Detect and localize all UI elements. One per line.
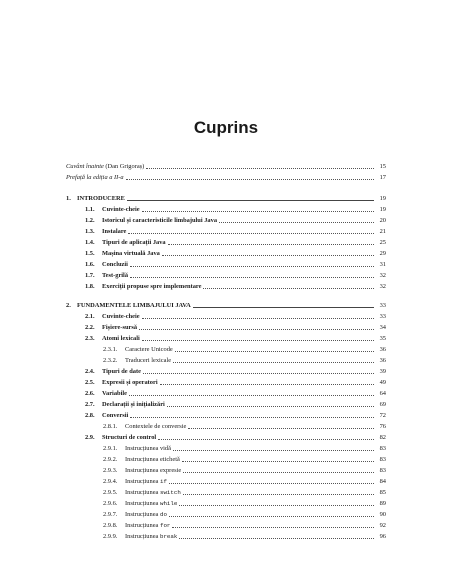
toc-leader-dots: [146, 168, 374, 169]
toc-leader-dots: [175, 351, 374, 352]
toc-entry: [66, 332, 386, 343]
toc-leader-dots: [142, 318, 374, 319]
toc-entry-number: 1.1.: [85, 206, 95, 213]
toc-entry-number: 1.4.: [85, 239, 95, 246]
toc-entry-title: Prefață la ediția a II-a: [66, 174, 124, 181]
toc-entry: [66, 214, 386, 225]
toc-leader-dots: [127, 200, 374, 201]
toc-leader-dots: [143, 373, 374, 374]
toc-leader-dots: [169, 516, 374, 517]
toc-entry-title: Fișiere-sursă: [102, 324, 138, 331]
toc-entry-number: 1.6.: [85, 261, 95, 268]
toc-leader-dots: [162, 255, 374, 256]
toc-entry-title: Instrucțiunea for: [125, 522, 171, 529]
toc-entry-title: Caractere Unicode: [125, 346, 173, 353]
toc-entry-title: Contextele de conversie: [125, 423, 187, 430]
toc-entry-code-keyword: break: [159, 533, 178, 540]
toc-entry: [66, 171, 386, 182]
toc-entry-number: 1.: [66, 195, 71, 202]
toc-entry: [66, 475, 386, 486]
toc-entry: [66, 442, 386, 453]
toc-entry-page-number: 32: [379, 272, 386, 279]
toc-entry-title: Atomi lexicali: [102, 335, 140, 342]
toc-entry-number: 2.9.1.: [103, 445, 118, 452]
toc-entry: [66, 236, 386, 247]
toc-entry-title: Exerciții propuse spre implementare: [102, 283, 202, 290]
toc-leader-dots: [183, 494, 374, 495]
toc-leader-dots: [158, 439, 374, 440]
toc-entry-number: 2.9.3.: [103, 467, 118, 474]
toc-leader-dots: [193, 307, 374, 308]
toc-entry-number: 2.3.1.: [103, 346, 118, 353]
toc-leader-dots: [142, 211, 374, 212]
toc-entry-page-number: 92: [379, 522, 386, 529]
toc-entry-title: Instrucțiunea vidă: [125, 445, 171, 452]
toc-leader-dots: [179, 538, 374, 539]
toc-entry-page-number: 84: [379, 478, 386, 485]
toc-entry-page-number: 34: [379, 324, 386, 331]
toc-entry: [66, 192, 386, 203]
toc-leader-dots: [219, 222, 374, 223]
toc-entry-page-number: 83: [379, 445, 386, 452]
toc-entry-title: Expresii și operatori: [102, 379, 158, 386]
toc-leader-dots: [173, 450, 374, 451]
toc-entry-title: Mașina virtuală Java: [102, 250, 160, 257]
toc-entry-author: (Dan Grigoraș): [103, 163, 145, 170]
toc-entry-number: 2.9.6.: [103, 500, 118, 507]
toc-entry-title: Cuvinte-cheie: [102, 206, 140, 213]
toc-entry-number: 2.3.2.: [103, 357, 118, 364]
toc-entry: [66, 486, 386, 497]
toc-entry: [66, 160, 386, 171]
toc-entry-code-keyword: do: [159, 511, 167, 518]
toc-entry-code-keyword: switch: [159, 489, 181, 496]
toc-entry: [66, 530, 386, 541]
toc-entry-title: Tipuri de date: [102, 368, 141, 375]
toc-entry: [66, 203, 386, 214]
toc-entry-title: Cuvinte-cheie: [102, 313, 140, 320]
toc-entry: [66, 508, 386, 519]
toc-entry-title: Variabile: [102, 390, 127, 397]
toc-entry-page-number: 89: [379, 500, 386, 507]
toc-entry-number: 2.6.: [85, 390, 95, 397]
toc-entry-page-number: 83: [379, 467, 386, 474]
toc-entry: [66, 280, 386, 291]
toc-entry-number: 2.9.4.: [103, 478, 118, 485]
toc-entry-number: 1.2.: [85, 217, 95, 224]
toc-entry-page-number: 33: [379, 302, 386, 309]
toc-entry: [66, 387, 386, 398]
toc-leader-dots: [168, 244, 374, 245]
toc-entry-number: 2.7.: [85, 401, 95, 408]
toc-leader-dots: [130, 277, 374, 278]
toc-entry-title: Istoricul și caracteristicile limbajului Java: [102, 217, 218, 224]
toc-entry: [66, 258, 386, 269]
toc-entry: [66, 453, 386, 464]
toc-entry-number: 2.2.: [85, 324, 95, 331]
toc-entry: [66, 497, 386, 508]
toc-entry-number: 2.5.: [85, 379, 95, 386]
toc-entry-title: Concluzii: [102, 261, 128, 268]
toc-entry-page-number: 36: [379, 357, 386, 364]
toc-entry-page-number: 15: [379, 163, 386, 170]
toc-leader-dots: [173, 362, 374, 363]
toc-entry-number: 2.8.1.: [103, 423, 118, 430]
toc-entry-title: Cuvânt înainte (Dan Grigoraș): [66, 163, 145, 170]
toc-entry-page-number: 25: [379, 239, 386, 246]
toc-entry-code-keyword: while: [159, 500, 178, 507]
toc-entry-title: Traduceri lexicale: [125, 357, 172, 364]
toc-leader-dots: [142, 340, 374, 341]
toc-entry-page-number: 19: [379, 195, 386, 202]
toc-entry-page-number: 31: [379, 261, 386, 268]
toc-entry: [66, 354, 386, 365]
toc-entry-title: Instrucțiunea break: [125, 533, 178, 540]
toc-entry: [66, 321, 386, 332]
toc-entry-number: 1.5.: [85, 250, 95, 257]
toc-entry-number: 2.9.5.: [103, 489, 118, 496]
toc-entry: [66, 299, 386, 310]
toc-entry: [66, 225, 386, 236]
toc-entry-number: 2.8.: [85, 412, 95, 419]
toc-entry-title: Instrucțiunea if: [125, 478, 167, 485]
toc-entry-title: Instrucțiunea while: [125, 500, 178, 507]
toc-leader-dots: [126, 179, 374, 180]
toc-entry: [66, 409, 386, 420]
toc-entry-number: 2.9.2.: [103, 456, 118, 463]
toc-entry-title: FUNDAMENTELE LIMBAJULUI JAVA: [77, 302, 191, 309]
toc-entry-page-number: 19: [379, 206, 386, 213]
toc-entry: [66, 310, 386, 321]
toc-entry-number: 1.8.: [85, 283, 95, 290]
toc-entry-page-number: 39: [379, 368, 386, 375]
toc-leader-dots: [203, 288, 374, 289]
toc-entry-page-number: 32: [379, 283, 386, 290]
toc-entry: [66, 398, 386, 409]
toc-entry-number: 2.9.8.: [103, 522, 118, 529]
toc-entry-page-number: 83: [379, 456, 386, 463]
toc-entry-code-keyword: if: [159, 478, 167, 485]
toc-entry-number: 1.3.: [85, 228, 95, 235]
toc-entry-page-number: 64: [379, 390, 386, 397]
toc-entry-page-number: 21: [379, 228, 386, 235]
toc-leader-dots: [172, 527, 374, 528]
toc-entry-title: Declarații și inițializări: [102, 401, 165, 408]
toc-entry-page-number: 69: [379, 401, 386, 408]
toc-entry-title: Instrucțiunea etichetă: [125, 456, 180, 463]
toc-entry-page-number: 29: [379, 250, 386, 257]
toc-leader-dots: [183, 472, 374, 473]
toc-entry-page-number: 76: [379, 423, 386, 430]
toc-entry: [66, 365, 386, 376]
toc-leader-dots: [182, 461, 374, 462]
toc-entry-code-keyword: for: [159, 522, 171, 529]
toc-entry: [66, 519, 386, 530]
page-title: Cuprins: [193, 118, 259, 137]
toc-entry-number: 2.9.7.: [103, 511, 118, 518]
toc-entry-page-number: 72: [379, 412, 386, 419]
toc-entry-page-number: 82: [379, 434, 386, 441]
toc-entry-title: Instrucțiunea switch: [125, 489, 181, 496]
toc-entry-number: 2.9.9.: [103, 533, 118, 540]
toc-entry-number: 2.9.: [85, 434, 95, 441]
toc-entry-page-number: 17: [379, 174, 386, 181]
toc-leader-dots: [129, 395, 374, 396]
toc-entry-title: Instrucțiunea expresie: [125, 467, 182, 474]
toc-entry: [66, 420, 386, 431]
toc-entry-page-number: 36: [379, 346, 386, 353]
toc-leader-dots: [179, 505, 374, 506]
toc-leader-dots: [130, 417, 374, 418]
toc-entry-page-number: 35: [379, 335, 386, 342]
toc-entry: [66, 464, 386, 475]
toc-entry-page-number: 49: [379, 379, 386, 386]
toc-leader-dots: [167, 406, 374, 407]
toc-entry-title: Structuri de control: [102, 434, 157, 441]
toc-leader-dots: [160, 384, 374, 385]
toc-entry-number: 2.4.: [85, 368, 95, 375]
toc-entry-number: 2.1.: [85, 313, 95, 320]
toc-entry: [66, 269, 386, 280]
toc-leader-dots: [130, 266, 374, 267]
toc-leader-dots: [169, 483, 374, 484]
toc-entry-title: Instrucțiunea do: [125, 511, 167, 518]
toc-entry-title: Test-grilă: [102, 272, 129, 279]
toc-entry-page-number: 85: [379, 489, 386, 496]
toc-entry-title: Conversii: [102, 412, 129, 419]
toc-entry-title: INTRODUCERE: [77, 195, 125, 202]
toc-leader-dots: [128, 233, 374, 234]
toc-entry-number: 2.3.: [85, 335, 95, 342]
toc-leader-dots: [188, 428, 374, 429]
toc-entry: [66, 431, 386, 442]
toc-entry-page-number: 90: [379, 511, 386, 518]
toc-entry: [66, 247, 386, 258]
toc-entry: [66, 376, 386, 387]
toc-entry-title: Instalare: [102, 228, 127, 235]
toc-entry-number: 1.7.: [85, 272, 95, 279]
toc-entry-number: 2.: [66, 302, 71, 309]
toc-leader-dots: [139, 329, 374, 330]
toc-entry-page-number: 33: [379, 313, 386, 320]
toc-entry-page-number: 20: [379, 217, 386, 224]
toc-entry-title: Tipuri de aplicații Java: [102, 239, 166, 246]
toc-entry: [66, 343, 386, 354]
toc-entry-page-number: 96: [379, 533, 386, 540]
